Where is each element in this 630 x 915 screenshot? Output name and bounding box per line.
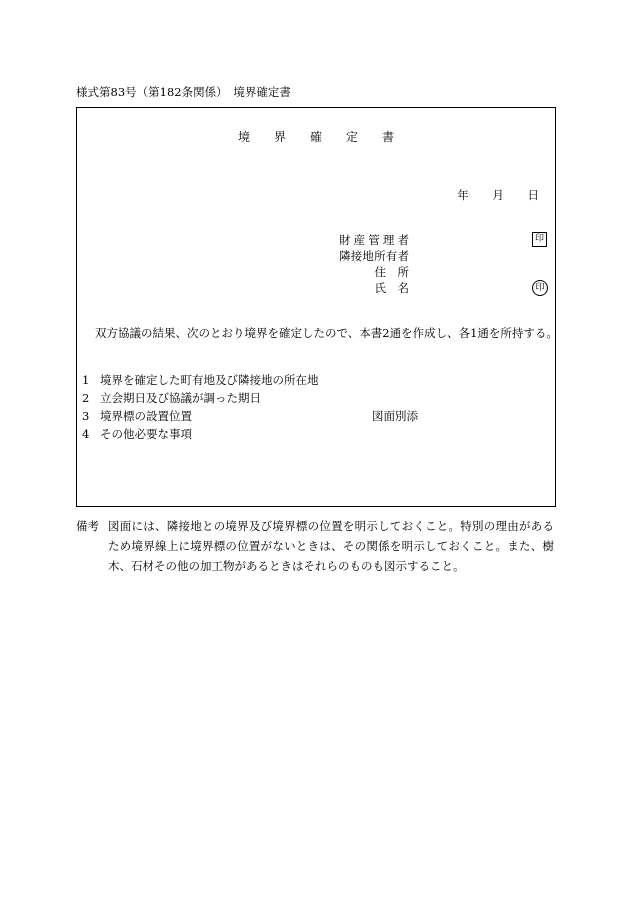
item-number: 1: [82, 373, 90, 387]
list-item: [82, 371, 552, 389]
address-label: 住 所: [374, 265, 409, 279]
item-number: 4: [82, 427, 90, 441]
address-row: [339, 264, 549, 280]
item-note: 図面別添: [372, 409, 418, 423]
name-label: 氏 名: [374, 281, 409, 295]
list-item: [82, 425, 552, 443]
item-number: 3: [82, 409, 90, 423]
item-text: 境界標の設置位置: [100, 409, 192, 423]
title-char: 確: [309, 130, 322, 144]
date-day-label: 日: [527, 188, 539, 202]
remarks-section: [76, 516, 554, 576]
title-char: 定: [345, 130, 358, 144]
title-char: 界: [273, 130, 286, 144]
remarks-text: 図面には、隣接地との境界及び境界標の位置を明示しておくこと。特別の理由があるため境界線上に境界標の位置がないときは、その関係を明示しておくこと。また、樹木、石材その他の加工物があるときはそれらのものも図示すること。: [108, 519, 554, 573]
document-title: [77, 128, 555, 145]
list-item: [82, 389, 552, 407]
item-text: 境界を確定した町有地及び隣接地の所在地: [100, 373, 319, 387]
boundary-certificate-form: [76, 107, 556, 507]
agreement-statement: 双方協議の結果、次のとおり境界を確定したので、本書2通を作成し、各1通を所持する。: [95, 326, 558, 340]
item-number: 2: [82, 391, 90, 405]
item-list: [82, 371, 552, 443]
adjacent-owner-label: 隣接地所有者: [339, 249, 409, 263]
date-line: [437, 187, 539, 203]
list-item: [82, 407, 552, 425]
item-text: 立会期日及び協議が調った期日: [100, 391, 261, 405]
name-row: [339, 280, 549, 296]
property-manager-label: 財産管理者: [339, 233, 409, 247]
date-month-label: 月: [492, 188, 504, 202]
seal-circle-icon: 印: [532, 280, 548, 296]
item-text: その他必要な事項: [100, 427, 192, 441]
form-heading: 様式第83号（第182条関係） 境界確定書: [76, 85, 291, 99]
property-manager-row: [339, 232, 549, 248]
title-char: 境: [237, 130, 250, 144]
title-char: 書: [381, 130, 394, 144]
signature-block: [339, 232, 549, 296]
date-year-label: 年: [457, 188, 469, 202]
adjacent-owner-row: [339, 248, 549, 264]
remarks-label: 備考: [76, 519, 99, 533]
seal-square-icon: 印: [532, 232, 547, 247]
